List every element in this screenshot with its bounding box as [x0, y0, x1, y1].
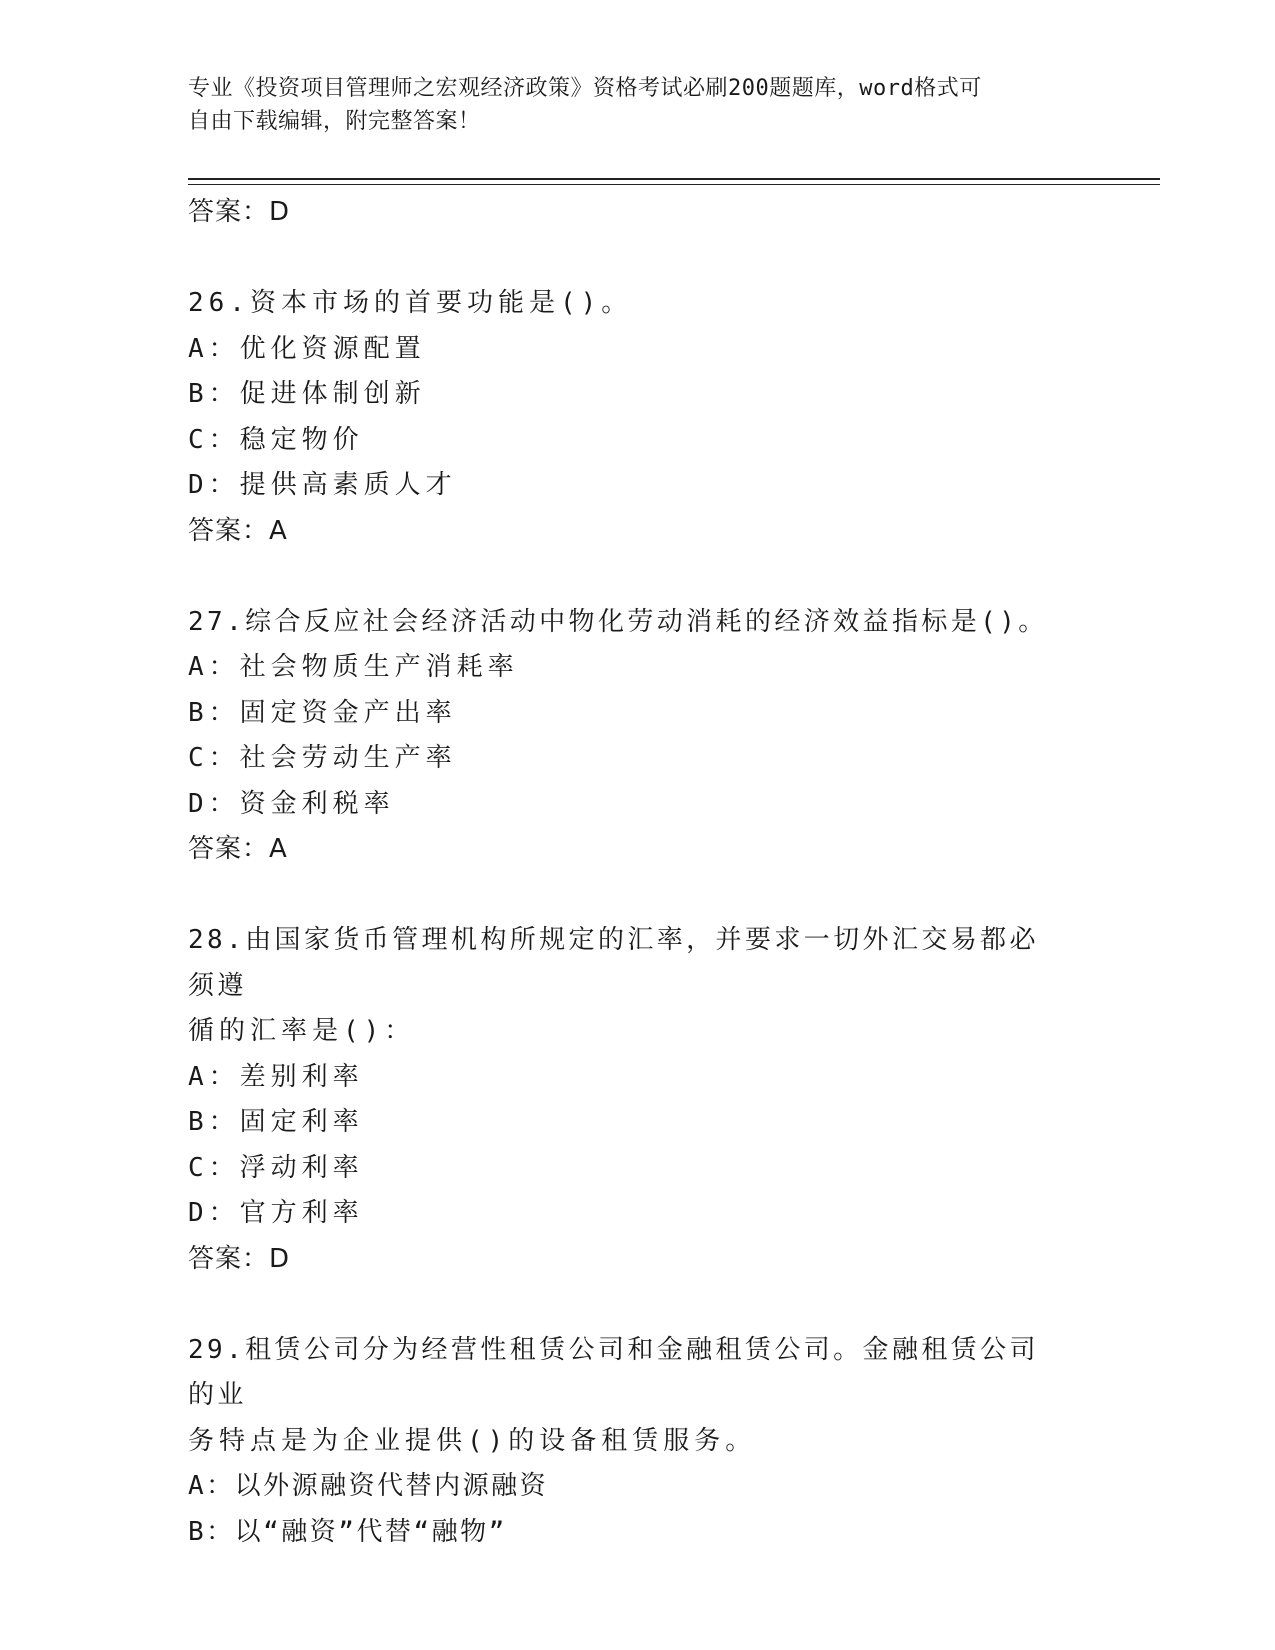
option-a: A：差别利率: [188, 1061, 364, 1092]
option-d: D：资金利税率: [188, 788, 395, 819]
option-a: A：社会物质生产消耗率: [188, 652, 519, 682]
header-line-1: 专业《投资项目管理师之宏观经济政策》资格考试必刷200题题库，word格式可: [188, 76, 982, 101]
header-divider-thick: [188, 178, 1160, 180]
answer: 答案：D: [188, 1243, 291, 1274]
question-29: [188, 1328, 1068, 1556]
option-c: C：社会劳动生产率: [188, 743, 457, 773]
previous-answer: 答案：D: [188, 197, 291, 227]
spacer: [188, 236, 1068, 282]
question-stem-line-1: 28.由国家货币管理机构所规定的汇率，并要求一切外汇交易都必须遵: [188, 925, 1039, 1001]
question-stem-line-2: 循的汇率是()：: [188, 1016, 416, 1046]
header-line-2: 自由下载编辑，附完整答案！: [188, 109, 481, 134]
question-27: [188, 600, 1068, 873]
document-header: [188, 72, 1088, 138]
option-b: B：促进体制创新: [188, 379, 426, 409]
option-d: D：提供高素质人才: [188, 470, 457, 500]
option-b: B：固定资金产出率: [188, 697, 457, 728]
question-list: [188, 190, 1068, 1555]
spacer: [188, 873, 1068, 919]
option-d: D：官方利率: [188, 1198, 364, 1228]
question-26: [188, 281, 1068, 554]
header-divider-thin: [188, 184, 1160, 185]
option-a: A：优化资源配置: [188, 333, 426, 364]
spacer: [188, 554, 1068, 600]
question-stem-line-1: 29.租赁公司分为经营性租赁公司和金融租赁公司。金融租赁公司的业: [188, 1334, 1039, 1410]
option-b: B：以“融资”代替“融物”: [188, 1516, 507, 1547]
answer: 答案：A: [188, 834, 288, 864]
answer: 答案：A: [188, 515, 288, 546]
option-c: C：稳定物价: [188, 424, 364, 455]
question-stem: 27.综合反应社会经济活动中物化劳动消耗的经济效益指标是()。: [188, 606, 1048, 637]
option-b: B：固定利率: [188, 1107, 364, 1137]
option-c: C：浮动利率: [188, 1152, 364, 1183]
question-stem: 26.资本市场的首要功能是()。: [188, 288, 633, 318]
option-a: A：以外源融资代替内源融资: [188, 1471, 549, 1501]
spacer: [188, 1282, 1068, 1328]
question-stem-line-2: 务特点是为企业提供()的设备租赁服务。: [188, 1425, 757, 1456]
question-28: [188, 918, 1068, 1282]
